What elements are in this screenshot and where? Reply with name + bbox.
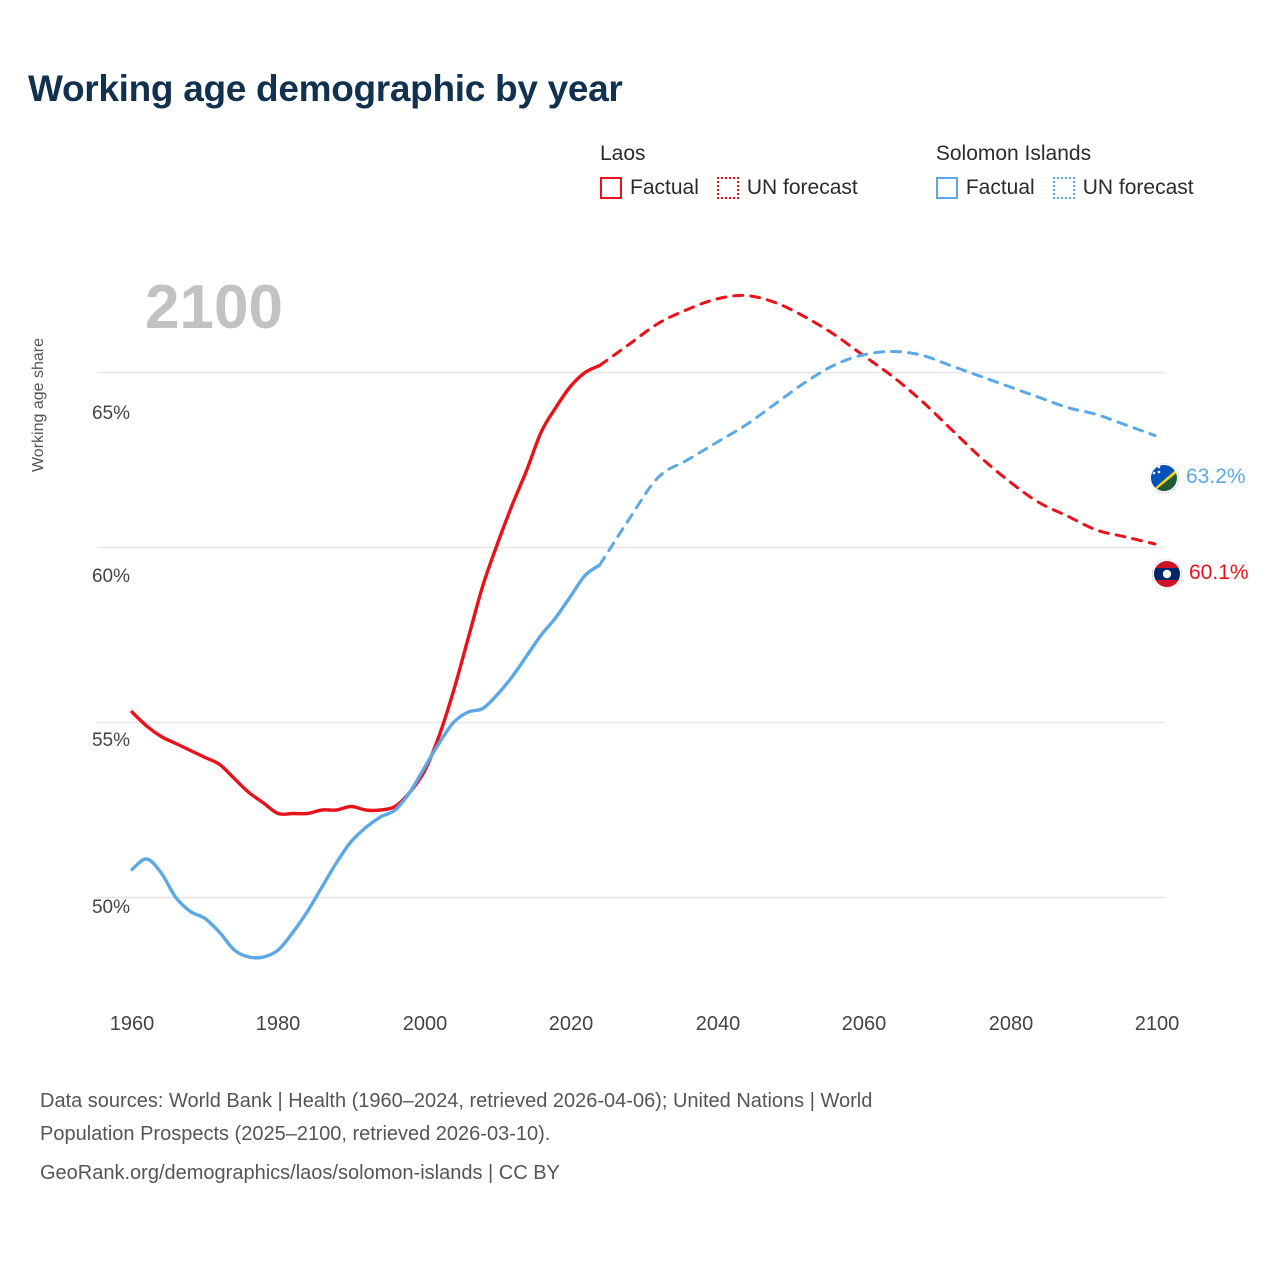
legend-label-laos-forecast: UN forecast (746, 176, 858, 199)
legend-group-label-laos: Laos (600, 142, 646, 165)
end-label-solomon-islands: 63.2% (1186, 465, 1246, 488)
x-tick-7: 2100 (1134, 1013, 1180, 1035)
x-tick-1: 1980 (255, 1013, 301, 1035)
y-tick-1: 55% (91, 730, 130, 751)
series-line-3 (600, 352, 1155, 566)
footer-sources-line2: Population Prospects (2025–2100, retrieved 2026-03-10). (40, 1123, 551, 1145)
y-axis-label: Working age share (30, 338, 47, 472)
footer (40, 1085, 1240, 1190)
end-label-laos: 60.1% (1189, 561, 1249, 584)
y-tick-3: 65% (91, 403, 130, 424)
page-title: Working age demographic by year (28, 68, 623, 109)
series-line-1 (600, 295, 1155, 544)
y-tick-0: 50% (91, 897, 130, 918)
legend-group-label-solomon-islands: Solomon Islands (935, 142, 1092, 165)
legend-label-laos-factual: Factual (630, 176, 699, 199)
series-line-0 (132, 366, 600, 815)
footer-attribution[interactable]: GeoRank.org/demographics/laos/solomon-islands | CC BY (40, 1162, 560, 1184)
x-tick-6: 2080 (988, 1013, 1034, 1035)
series-paths (132, 295, 1155, 957)
footer-sources-line1: Data sources: World Bank | Health (1960–2024, retrieved 2026-04-06); United Nations | World (40, 1090, 873, 1112)
x-tick-3: 2020 (548, 1013, 594, 1035)
x-tick-2: 2000 (402, 1013, 448, 1035)
gridlines (97, 373, 1165, 898)
marker-solomon-islands-flag-icon (1149, 463, 1179, 493)
x-tick-0: 1960 (109, 1013, 155, 1035)
legend-label-solomon-factual: Factual (965, 176, 1035, 199)
series-line-2 (132, 565, 600, 958)
legend-label-solomon-forecast: UN forecast (1082, 176, 1194, 199)
marker-laos-flag-icon (1152, 559, 1182, 589)
x-tick-5: 2060 (841, 1013, 887, 1035)
x-tick-4: 2040 (695, 1013, 741, 1035)
year-watermark: 2100 (145, 273, 283, 342)
y-tick-2: 60% (91, 566, 130, 587)
